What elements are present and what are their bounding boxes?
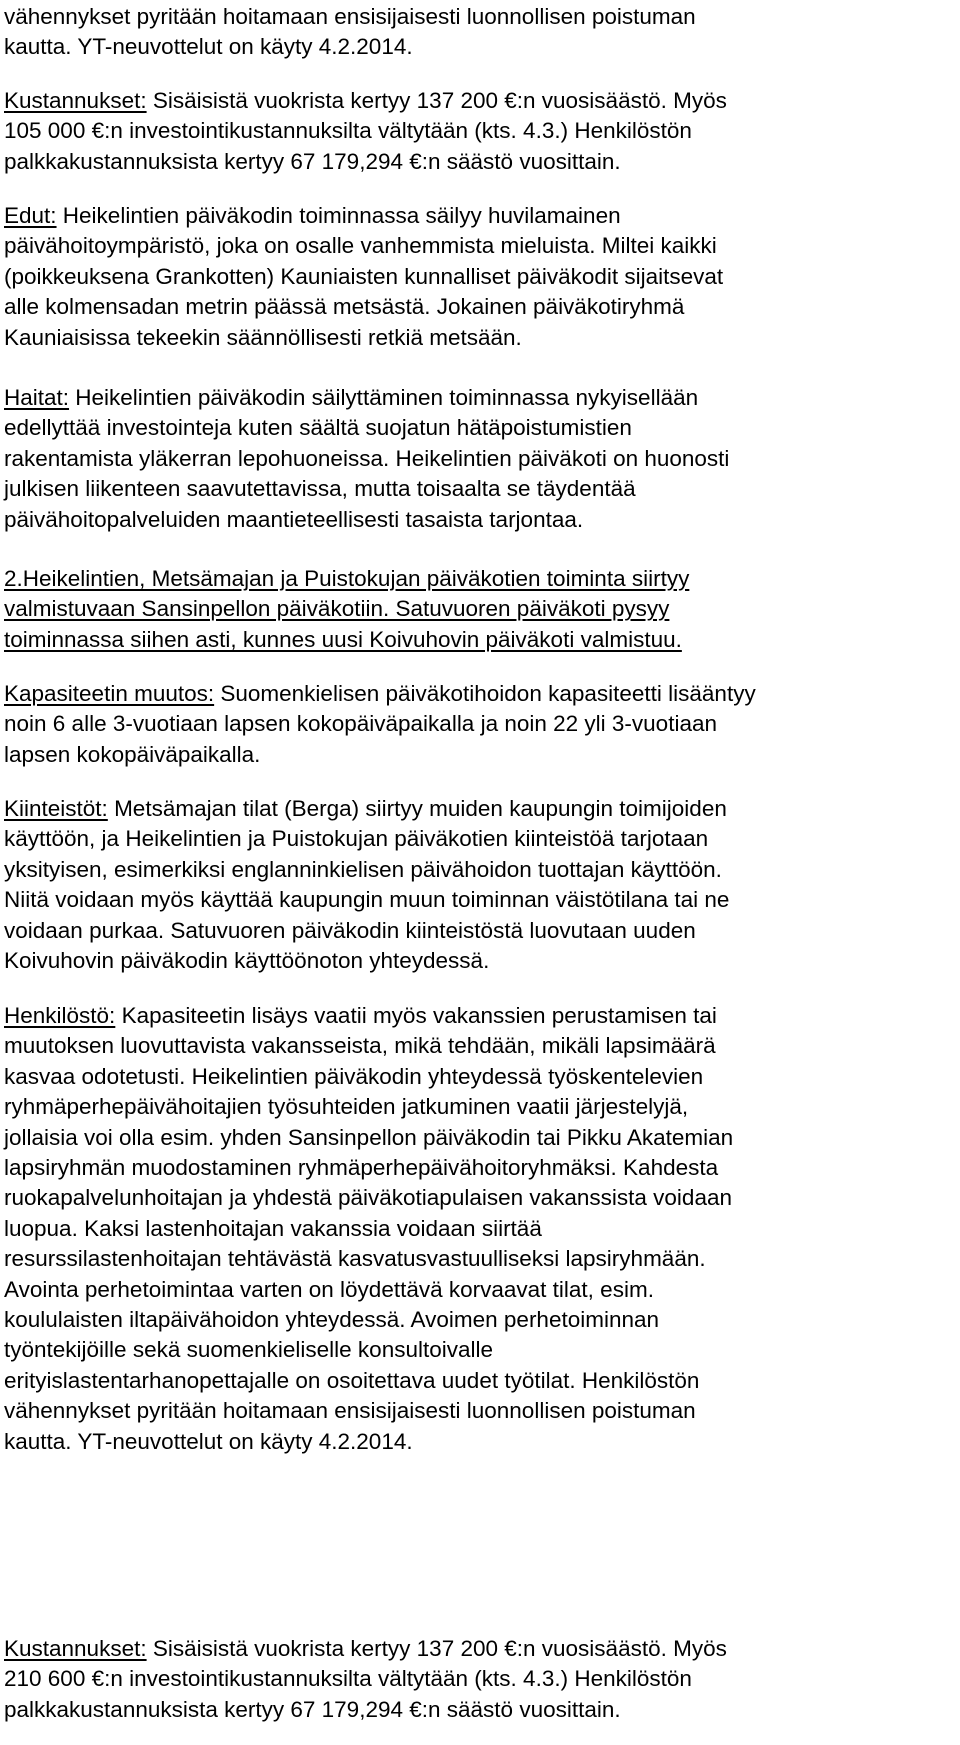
paragraph-text: Metsämajan tilat (Berga) siirtyy muiden kaupungin toimijoiden käyttöön, ja Heikelintien ja Puistokujan päiväkotien kiinteistöä tarjotaan yksityisen, esimerkiksi englanninkielisen päivähoidon tuottajan käyttöön. Niitä voidaan myös käyttää kaupungin muun toiminnan väistötilana tai ne voidaan purkaa. Satuvuoren päiväkodin kiinteistöstä luovutaan uuden Koivuhovin päiväkodin käyttöönoton yhteydessä. — [4, 796, 730, 974]
paragraph-heading: Kustannukset: — [4, 88, 147, 113]
paragraph-text: Kapasiteetin lisäys vaatii myös vakanssien perustamisen tai muutoksen luovuttavista vakansseista, mikä tehdään, mikäli lapsimäärä kasvaa odotetusti. Heikelintien päiväkodin yhteydessä työskentelevien ryhmäperhepäivähoitajien työsuhteiden jatkuminen vaatii järjestelyjä, jollaisia voi olla esim. yhden Sansinpellon päiväkodin tai Pikku Akatemian lapsiryhmän muodostaminen ryhmäperhepäivähoitoryhmäksi. Kahdesta ruokapalvelunhoitajan ja yhdestä päiväkotiapulaisen vakanssista voidaan luopua. Kaksi lastenhoitajan vakanssia voidaan siirtää resurssilastenhoitajan tehtävästä kasvatusvastuulliseksi lapsiryhmään. Avointa perhetoimintaa varten on löydettävä korvaavat tilat, esim. koululaisten iltapäivähoidon yhteydessä. Avoimen perhetoiminnan työntekijöille sekä suomenkieliselle konsultoivalle erityislastentarhanopettajalle on osoitettava uudet työtilat. Henkilöstön vähennykset pyritään hoitamaan ensisijaisesti luonnollisen poistuman kautta. YT-neuvottelut on käyty 4.2.2014. — [4, 1003, 734, 1454]
paragraph-capacity-change — [4, 679, 954, 770]
paragraph-heading: Edut: — [4, 203, 57, 228]
paragraph-text: vähennykset pyritään hoitamaan ensisijaisesti luonnollisen poistuman kautta. YT-neuvottelut on käyty 4.2.2014. — [4, 4, 696, 60]
paragraph-text: Sisäisistä vuokrista kertyy 137 200 €:n vuosisäästö. Myös 210 600 €:n investointikustannuksilta vältytään (kts. 4.3.) Henkilöstön palkkakustannuksista kertyy 67 179,294 €:n säästö vuosittain. — [4, 1636, 727, 1722]
paragraph-disadvantages — [4, 383, 954, 535]
paragraph-costs-1 — [4, 86, 954, 177]
paragraph-option-2 — [4, 564, 954, 655]
paragraph-costs-2 — [4, 1634, 954, 1725]
paragraph-staff-reduction-continued — [4, 2, 954, 63]
paragraph-heading: Haitat: — [4, 385, 70, 410]
paragraph-heading: Henkilöstö: — [4, 1003, 116, 1028]
paragraph-heading: Kiinteistöt: — [4, 796, 108, 821]
paragraph-text: Suomenkielisen päiväkotihoidon kapasiteetti lisääntyy noin 6 alle 3-vuotiaan lapsen kokopäiväpaikalla ja noin 22 yli 3-vuotiaan lapsen kokopäiväpaikalla. — [4, 681, 756, 767]
paragraph-advantages — [4, 201, 954, 353]
paragraph-heading: Kapasiteetin muutos: — [4, 681, 215, 706]
paragraph-text: Heikelintien päiväkodin säilyttäminen toiminnassa nykyisellään edellyttää investointeja kuten säältä suojatun hätäpoistumistien rakentamista yläkerran lepohuoneissa. Heikelintien päiväkoti on huonosti julkisen liikenteen saavutettavissa, mutta toisaalta se täydentää päivähoitopalveluiden maantieteellisesti tasaista tarjontaa. — [4, 385, 730, 532]
paragraph-underlined-text: 2.Heikelintien, Metsämajan ja Puistokujan päiväkotien toiminta siirtyy valmistuvaan Sansinpellon päiväkotiin. Satuvuoren päiväkoti pysyy toiminnassa siihen asti, kunnes uusi Koivuhovin päiväkoti valmistuu. — [4, 566, 690, 652]
paragraph-properties — [4, 794, 954, 976]
paragraph-text: Heikelintien päiväkodin toiminnassa säilyy huvilamainen päivähoitoympäristö, joka on osalle vanhemmista mieluista. Miltei kaikki (poikkeuksena Grankotten) Kauniaisten kunnalliset päiväkodit sijaitsevat alle kolmensadan metrin päässä metsästä. Jokainen päiväkotiryhmä Kauniaisissa tekeekin säännöllisesti retkiä metsään. — [4, 203, 724, 350]
paragraph-staff — [4, 1001, 954, 1457]
paragraph-heading: Kustannukset: — [4, 1636, 147, 1661]
paragraph-text: Sisäisistä vuokrista kertyy 137 200 €:n vuosisäästö. Myös 105 000 €:n investointikustannuksilta vältytään (kts. 4.3.) Henkilöstön palkkakustannuksista kertyy 67 179,294 €:n säästö vuosittain. — [4, 88, 727, 174]
